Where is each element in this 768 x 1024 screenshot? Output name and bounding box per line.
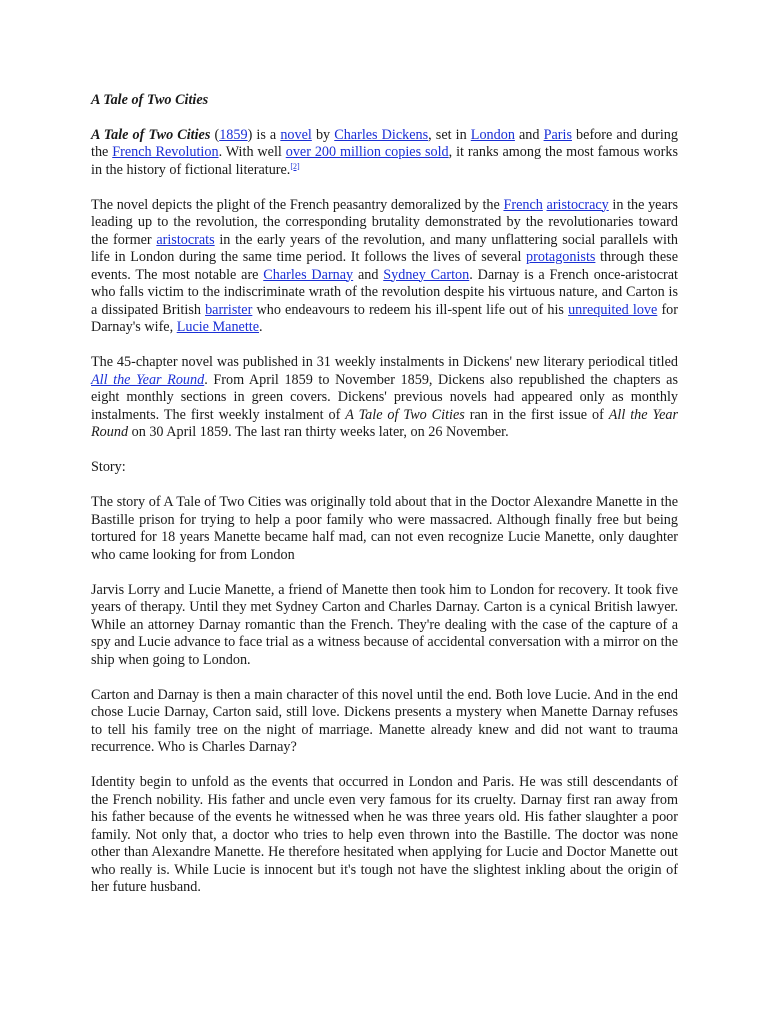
- text-span: The novel depicts the plight of the French peasantry demoralized by the: [91, 196, 504, 213]
- link-paris[interactable]: Paris: [543, 126, 572, 143]
- link-barrister[interactable]: barrister: [205, 301, 253, 318]
- text-span: .: [259, 319, 263, 335]
- link-lucie-manette[interactable]: Lucie Manette: [176, 319, 260, 335]
- text-span: . With well: [218, 144, 286, 160]
- footnote-ref-2[interactable]: [2]: [290, 161, 300, 171]
- link-charles-dickens[interactable]: Charles Dickens: [334, 126, 429, 143]
- story-paragraph-4: Identity begin to unfold as the events that occurred in London and Paris. He was still descendants of the French nobility. His father and uncle even very famous for its cruelty. Darnay first ran away from his father because of the events he witnessed when he was three years old. His father slaughter a poor family. Not only that, a doctor who tries to help even thrown into the Bastille. The doctor was none other than Alexandre Manette. He therefore hesitated when applying for Lucie and Doctor Manette out who really is. While Lucie is innocent but it's tough not have the slightest inkling about the origin of her future husband.: [91, 774, 678, 895]
- link-french[interactable]: French: [503, 196, 543, 213]
- link-aristocrats[interactable]: aristocrats: [156, 231, 215, 248]
- intro-title-text: A Tale of Two Cities: [91, 126, 211, 143]
- text-span: through these events. The most notable are: [91, 249, 678, 283]
- text-span: (: [210, 126, 220, 143]
- story-paragraph-3: Carton and Darnay is then a main character of this novel until the end. Both love Lucie. And in the end chose Lucie Darnay, Carton said, still love. Dickens presents a mystery when Manette Darnay refuses to tell his family tree on the night of marriage. Manette already knew and did not want to trauma recurrence. Who is Charles Darnay?: [91, 686, 678, 755]
- document-title: A Tale of Two Cities: [91, 92, 209, 108]
- link-unrequited-love[interactable]: unrequited love: [568, 301, 658, 318]
- link-aristocracy[interactable]: aristocracy: [546, 196, 609, 213]
- link-french-revolution[interactable]: French Revolution: [112, 144, 219, 160]
- link-protagonists[interactable]: protagonists: [526, 249, 596, 265]
- story-label: Story:: [91, 459, 126, 475]
- text-span: The 45-chapter novel was published in 31 weekly instalments in Dickens' new literary periodical titled: [91, 354, 678, 370]
- link-novel[interactable]: novel: [280, 126, 312, 143]
- plot-paragraph: [91, 197, 678, 337]
- italic-periodical: All the Year Round: [91, 406, 678, 440]
- link-sydney-carton[interactable]: Sydney Carton: [383, 266, 470, 283]
- text-span: , set in: [428, 126, 471, 143]
- text-span: . From April 1859 to November 1859, Dickens also republished the chapters as eight monthly sections in green covers. Dickens' previous novels had appeared only as monthly instalments. The first weekly instalment of: [91, 371, 678, 423]
- story-paragraph-2: Jarvis Lorry and Lucie Manette, a friend of Manette then took him to London for recovery. It took five years of therapy. Until they met Sydney Carton and Charles Darnay. Carton is a cynical British lawyer. While an attorney Darnay romantic than the French. They're dealing with the case of the capture of a spy and Lucie advance to face trial as a witness because of accidental conversation with a mirror on the ship when going to London.: [91, 581, 678, 668]
- text-span: , it ranks among the most famous works in the history of fictional literature.: [91, 144, 678, 178]
- italic-title: A Tale of Two Cities: [345, 406, 465, 423]
- text-span: in the years leading up to the revolution, the corresponding brutality demonstrated by the revolutionaries toward the former: [91, 196, 678, 248]
- link-copies-sold[interactable]: over 200 million copies sold: [285, 144, 449, 160]
- text-span: . Darnay is a French once-aristocrat who falls victim to the indiscriminate wrath of the revolution despite his virtuous nature, and Carton is a dissipated British: [91, 266, 678, 318]
- link-1859[interactable]: 1859: [219, 126, 248, 143]
- link-charles-darnay[interactable]: Charles Darnay: [263, 266, 354, 283]
- link-all-the-year-round[interactable]: All the Year Round: [91, 371, 205, 388]
- publication-paragraph: [91, 354, 678, 442]
- text-span: and: [514, 126, 544, 143]
- text-span: by: [311, 126, 335, 143]
- text-span: who endeavours to redeem his ill-spent life out of his: [252, 301, 569, 318]
- document-page: [91, 92, 678, 914]
- text-span: for Darnay's wife,: [91, 301, 678, 335]
- text-span: and: [353, 266, 384, 283]
- intro-paragraph: [91, 127, 678, 180]
- story-paragraph-1: The story of A Tale of Two Cities was originally told about that in the Doctor Alexandre Manette in the Bastille prison for trying to help a poor family who were massacred. Although finally free but being tortured for 18 years Manette became half mad, can not even recognize Lucie Manette, only daughter who came looking for from London: [91, 494, 678, 563]
- text-span: ) is a: [247, 126, 281, 143]
- text-span: ran in the first issue of: [464, 406, 609, 423]
- text-span: before and during the: [91, 126, 678, 160]
- link-london[interactable]: London: [470, 126, 515, 143]
- text-span: on 30 April 1859. The last ran thirty weeks later, on 26 November.: [128, 424, 509, 440]
- text-span: in the early years of the revolution, and many unflattering social parallels with life in London during the same time period. It follows the lives of several: [91, 231, 679, 265]
